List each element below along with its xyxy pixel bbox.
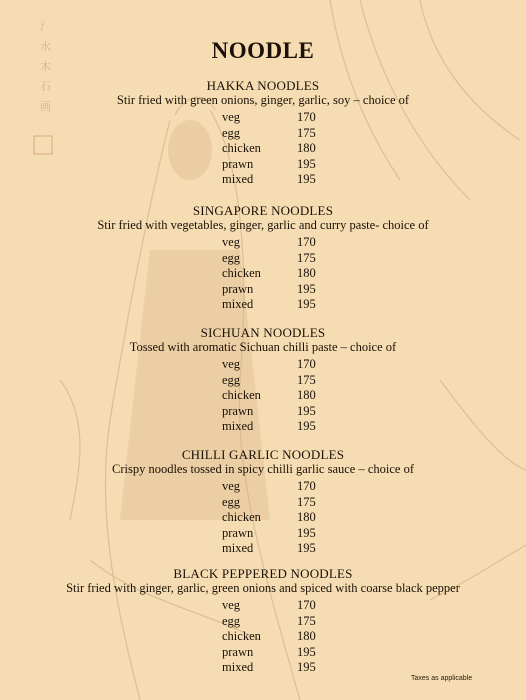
- menu-item: [0, 629, 526, 645]
- menu-item: [0, 373, 526, 389]
- section-name: BLACK PEPPERED NOODLES: [173, 566, 353, 581]
- item-option: prawn: [222, 644, 254, 659]
- menu-section-singapore: [0, 203, 526, 313]
- item-option: mixed: [222, 660, 254, 674]
- item-option: mixed: [222, 297, 254, 311]
- item-option: egg: [222, 125, 241, 140]
- item-option: mixed: [222, 419, 254, 433]
- section-description: Stir fried with green onions, ginger, garlic, soy – choice of: [116, 93, 410, 107]
- menu-item: [0, 541, 526, 557]
- menu-item: [0, 510, 526, 526]
- item-price: 175: [297, 372, 316, 387]
- item-price: 195: [297, 281, 316, 296]
- menu-section-black-peppered: [0, 566, 526, 676]
- item-price: 175: [297, 125, 316, 140]
- item-price: 170: [297, 357, 316, 371]
- item-price: 180: [297, 388, 316, 402]
- item-option: veg: [222, 598, 241, 612]
- item-price: 180: [297, 629, 316, 643]
- item-price: 195: [297, 660, 316, 674]
- item-price: 195: [297, 541, 316, 555]
- menu-item: [0, 157, 526, 173]
- menu-section-sichuan: [0, 325, 526, 435]
- section-name: HAKKA NOODLES: [206, 78, 320, 93]
- menu-item: [0, 235, 526, 251]
- menu-item: [0, 598, 526, 614]
- item-option: veg: [222, 110, 241, 124]
- item-option: prawn: [222, 403, 254, 418]
- item-price: 195: [297, 297, 316, 311]
- menu-item: [0, 388, 526, 404]
- item-price: 195: [297, 419, 316, 433]
- menu-item: [0, 357, 526, 373]
- menu-title: NOODLE: [211, 38, 315, 63]
- item-price: 195: [297, 156, 316, 171]
- menu-item: [0, 251, 526, 267]
- menu-item: [0, 419, 526, 435]
- section-description: Stir fried with vegetables, ginger, garlic and curry paste- choice of: [97, 218, 429, 232]
- item-option: veg: [222, 479, 241, 493]
- svg-text:木: 木: [40, 60, 51, 73]
- item-option: egg: [222, 494, 241, 509]
- item-option: veg: [222, 357, 241, 371]
- menu-item: [0, 110, 526, 126]
- item-option: mixed: [222, 541, 254, 555]
- item-price: 180: [297, 266, 316, 280]
- item-price: 175: [297, 613, 316, 628]
- menu-item: [0, 614, 526, 630]
- menu-item: [0, 645, 526, 661]
- price-list: [0, 598, 526, 676]
- menu-item: [0, 282, 526, 298]
- price-list: [0, 479, 526, 557]
- menu-item: [0, 526, 526, 542]
- section-description: Tossed with aromatic Sichuan chilli paste – choice of: [129, 340, 397, 354]
- item-option: prawn: [222, 156, 254, 171]
- item-price: 180: [297, 510, 316, 524]
- item-option: chicken: [222, 510, 261, 524]
- price-list: [0, 357, 526, 435]
- menu-item: [0, 266, 526, 282]
- item-price: 195: [297, 172, 316, 186]
- section-description: Crispy noodles tossed in spicy chilli garlic sauce – choice of: [111, 462, 414, 476]
- menu-item: [0, 404, 526, 420]
- item-option: egg: [222, 372, 241, 387]
- svg-text:画: 画: [40, 100, 51, 113]
- item-price: 175: [297, 250, 316, 265]
- item-option: prawn: [222, 525, 254, 540]
- item-price: 195: [297, 403, 316, 418]
- taxes-footnote: Taxes as applicable: [411, 675, 473, 682]
- menu-item: [0, 479, 526, 495]
- item-price: 170: [297, 479, 316, 493]
- item-option: chicken: [222, 266, 261, 280]
- price-list: [0, 110, 526, 188]
- item-option: egg: [222, 613, 241, 628]
- item-option: egg: [222, 250, 241, 265]
- menu-item: [0, 495, 526, 511]
- item-price: 195: [297, 525, 316, 540]
- item-option: chicken: [222, 388, 261, 402]
- svg-text:水: 水: [40, 40, 51, 53]
- svg-text:石: 石: [40, 80, 51, 93]
- price-list: [0, 235, 526, 313]
- section-name: CHILLI GARLIC NOODLES: [181, 447, 345, 462]
- item-option: chicken: [222, 141, 261, 155]
- item-price: 175: [297, 494, 316, 509]
- menu-item: [0, 297, 526, 313]
- item-price: 170: [297, 110, 316, 124]
- item-option: chicken: [222, 629, 261, 643]
- section-name: SINGAPORE NOODLES: [192, 203, 334, 218]
- menu-item: [0, 126, 526, 142]
- item-option: mixed: [222, 172, 254, 186]
- section-description: Stir fried with ginger, garlic, green onions and spiced with coarse black pepper: [66, 581, 460, 595]
- menu-item: [0, 141, 526, 157]
- menu-item: [0, 660, 526, 676]
- item-option: prawn: [222, 281, 254, 296]
- item-price: 180: [297, 141, 316, 155]
- item-price: 195: [297, 644, 316, 659]
- menu-section-chilli-garlic: [0, 447, 526, 557]
- section-name: SICHUAN NOODLES: [200, 325, 326, 340]
- menu-section-hakka: [0, 78, 526, 188]
- item-price: 170: [297, 235, 316, 249]
- svg-text:氵: 氵: [40, 20, 51, 33]
- item-price: 170: [297, 598, 316, 612]
- menu-item: [0, 172, 526, 188]
- item-option: veg: [222, 235, 241, 249]
